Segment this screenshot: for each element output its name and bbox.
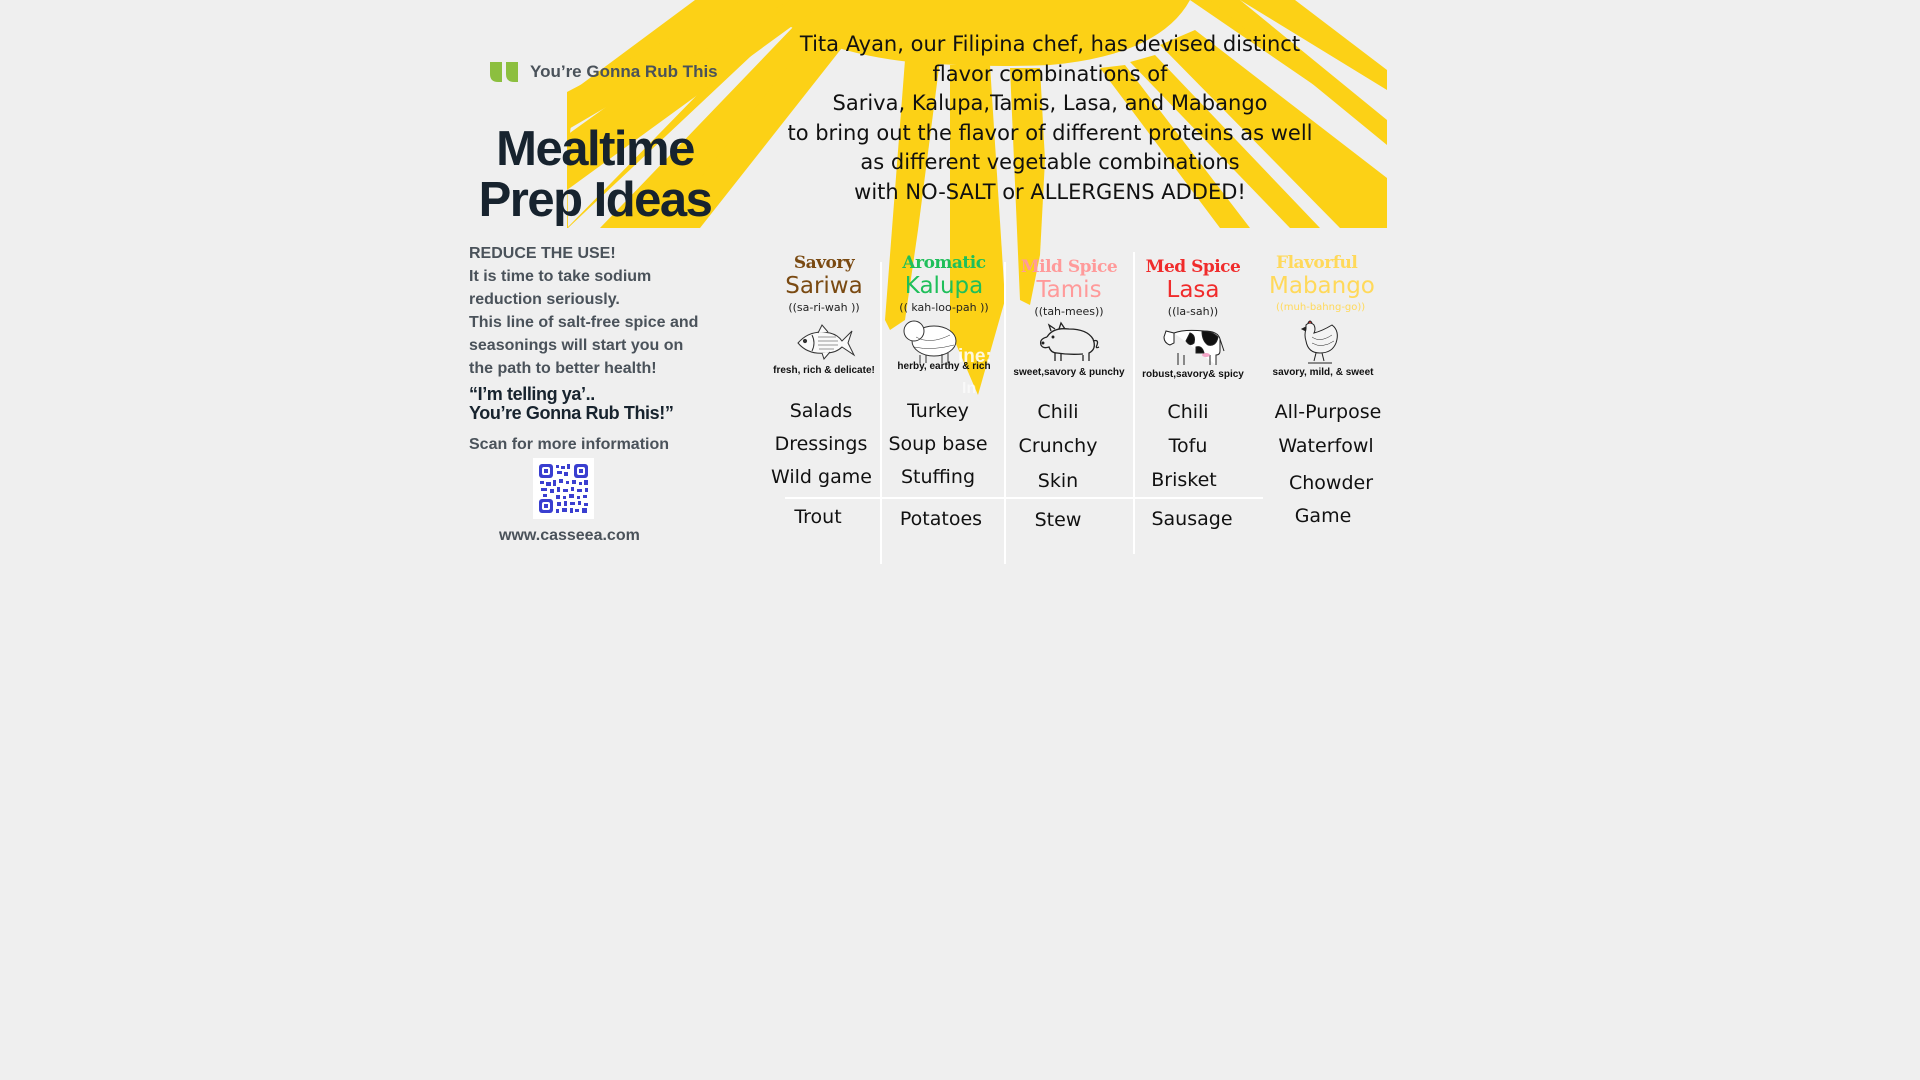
flavor-description: robust,savory& spicy <box>1142 369 1244 380</box>
use-item: Chowder <box>1288 472 1374 494</box>
flavor-name: Lasa <box>1166 277 1220 303</box>
flavor-pronunciation: ((la-sah)) <box>1167 305 1219 318</box>
intro-line: with NO-SALT or ALLERGENS ADDED! <box>854 179 1246 204</box>
title-line-2: Prep Ideas <box>478 173 712 227</box>
flavor-description: fresh, rich & delicate! <box>773 365 875 376</box>
use-item: Chili <box>1167 401 1209 423</box>
ghost-text-fragment: In <box>962 380 977 397</box>
column-divider <box>880 262 882 564</box>
use-item: Game <box>1294 505 1352 527</box>
website-link[interactable]: www.casseea.com <box>499 527 640 544</box>
qr-code[interactable] <box>533 458 594 519</box>
use-item: Stuffing <box>900 466 976 488</box>
use-item: Sausage <box>1151 508 1233 530</box>
sheep-icon <box>900 317 960 365</box>
flavor-description: herby, earthy & rich <box>897 361 991 372</box>
flavor-category: Med Spice <box>1145 257 1241 277</box>
page-title <box>470 124 720 226</box>
brand-tagline <box>488 62 718 82</box>
flavor-card-tamis <box>1008 253 1130 379</box>
chicken-icon <box>1292 319 1342 367</box>
use-item: Crunchy <box>1018 435 1098 457</box>
intro-paragraph <box>780 30 1320 207</box>
intro-line: flavor combinations of <box>932 61 1168 86</box>
use-item: Skin <box>1037 470 1079 492</box>
quote-line-2: You’re Gonna Rub This!” <box>469 403 674 423</box>
use-item: Brisket <box>1151 469 1217 491</box>
quote-line-1: “I’m telling ya’.. <box>469 384 595 404</box>
use-item: Dressings <box>774 433 868 455</box>
row-divider <box>785 497 1263 499</box>
body-line: It is time to take sodium <box>469 268 652 285</box>
flavor-pronunciation: ((tah-mees)) <box>1034 305 1104 318</box>
quote-icon <box>488 62 520 82</box>
pig-icon <box>1033 321 1105 365</box>
flavor-pronunciation: ((muh-bahng-go)) <box>1276 302 1366 313</box>
title-line-1: Mealtime <box>496 122 694 176</box>
flavor-description: savory, mild, & sweet <box>1272 367 1374 378</box>
intro-line: as different vegetable combinations <box>860 150 1240 174</box>
column-divider <box>1133 252 1135 554</box>
use-item: Trout <box>794 506 842 528</box>
use-item: Potatoes <box>899 508 983 530</box>
fish-icon <box>792 321 856 361</box>
flavor-description: sweet,savory & punchy <box>1013 367 1125 378</box>
scan-label: Scan for more information <box>469 436 670 453</box>
column-divider <box>1004 262 1006 564</box>
flavor-category: Aromatic <box>902 253 986 273</box>
use-item: Turkey <box>907 400 969 422</box>
flavor-pronunciation: (( kah-loo-pah )) <box>899 301 989 314</box>
use-item: Salads <box>789 400 853 422</box>
use-item: Chili <box>1037 401 1079 423</box>
intro-line: Sariva, Kalupa,Tamis, Lasa, and Mabango <box>832 91 1268 115</box>
use-item: Tofu <box>1168 435 1208 457</box>
tagline-text: You’re Gonna Rub This <box>530 62 718 81</box>
flavor-pronunciation: ((sa-ri-wah )) <box>788 301 860 314</box>
flavor-name: Kalupa <box>904 273 984 299</box>
use-item: Soup base <box>888 433 988 455</box>
flavor-name: Sariwa <box>785 273 863 299</box>
use-item: Stew <box>1034 509 1082 531</box>
body-line: This line of salt-free spice and <box>469 314 699 331</box>
use-item: Waterfowl <box>1278 435 1374 457</box>
flavor-card-sariwa <box>773 253 875 377</box>
flavor-card-lasa <box>1137 253 1249 381</box>
ghost-text-fragment: ine: <box>958 346 992 367</box>
body-copy <box>469 242 729 380</box>
flavor-card-mabango <box>1262 253 1384 379</box>
flavor-category: Savory <box>793 253 855 273</box>
cow-icon <box>1160 321 1226 367</box>
intro-line: to bring out the flavor of different proteins as well <box>787 120 1313 145</box>
flavor-name: Tamis <box>1036 277 1102 303</box>
qr-code-icon <box>533 458 594 519</box>
body-line: the path to better health! <box>469 360 657 377</box>
use-item: All-Purpose <box>1274 401 1382 423</box>
flavor-name: Mabango <box>1269 273 1375 299</box>
chef-quote <box>469 385 673 423</box>
intro-line: Tita Ayan, our Filipina chef, has devised distinct <box>799 32 1301 56</box>
flavor-category: Flavorful <box>1276 253 1358 273</box>
body-heading: REDUCE THE USE! <box>469 245 616 262</box>
flavor-category: Mild Spice <box>1020 257 1118 277</box>
body-line: seasonings will start you on <box>469 337 684 354</box>
body-line: reduction seriously. <box>469 291 620 308</box>
use-item: Wild game <box>771 466 872 488</box>
